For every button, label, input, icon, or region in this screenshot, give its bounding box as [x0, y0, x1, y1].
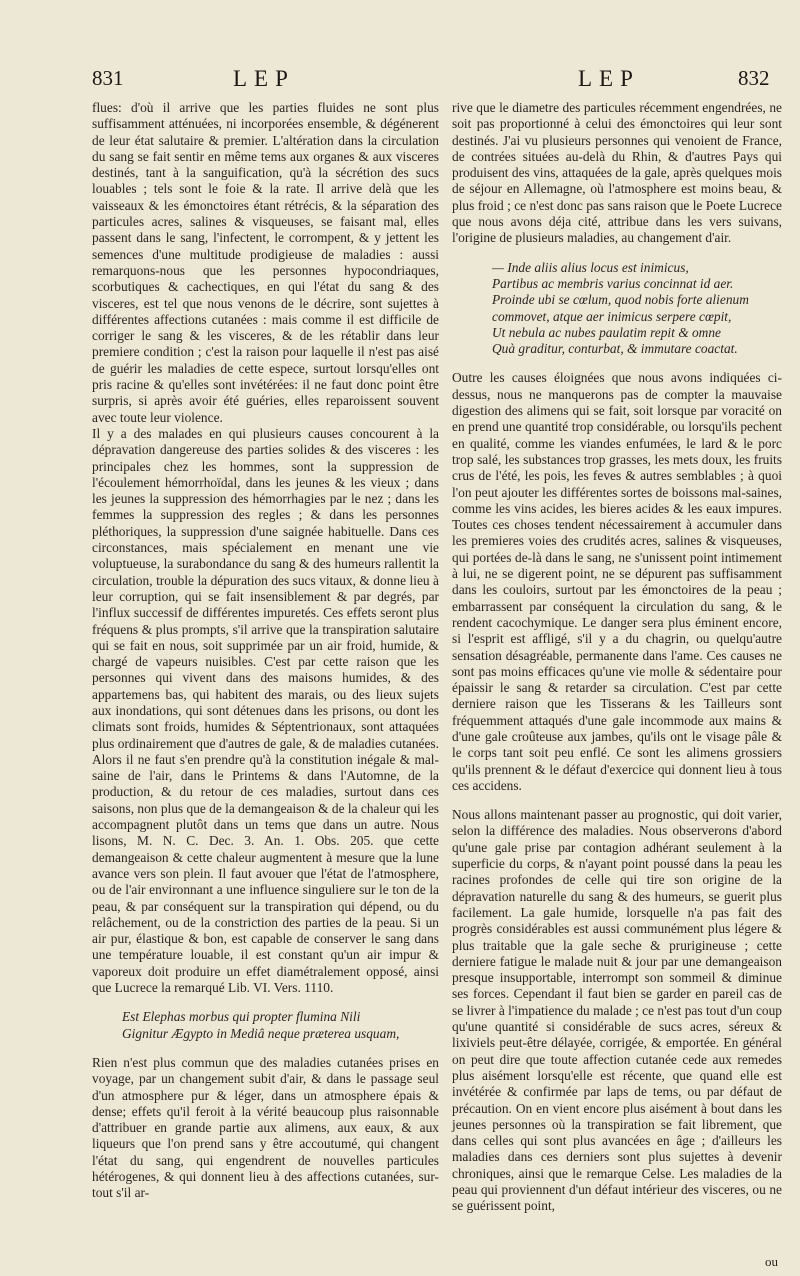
right-verse-line: — Inde aliis alius locus est inimicus, — [492, 259, 689, 275]
page-number-right: 832 — [738, 66, 770, 90]
left-paragraph-2: Il y a des malades en qui plusieurs causes concourent à la dépravation dangereuse des parties solides & des visceres : les principales chez les hommes, sont la suppression de l'écoulement hémorrhoïdal, dans les jeunes & les vieux ; dans les jeunes la suppression des hémorrhagies par le nez ; dans les femmes la suppression des regles ; & dans les personnes pléthoriques, la suppression d'une saignée habituelle. Dans ces circonstances, mais spécialement en menant une vie voluptueuse, la surabondance du sang & des humeurs rallentit la circulation, trouble la dépuration des sucs vitaux, & donne lieu à leur corruption, qui se fait insensiblement & par degrés, par l'influx successif de différentes impuretés. Ces effets seront plus fréquens & plus prompts, s'il arrive que la transpiration salutaire qui se fait en nous, soit supprimée par un air froid, humide, & chargé de vapeurs nuisibles. C'est par cette raison que les personnes qui vivent dans des maisons humides, & des appartemens bas, qui habitent des marais, ou des lieux sujets aux inondations, qui sont détenues dans les prisons, ou dont les climats sont froids, humides & Séptentrionaux, sont attaquées plus ordinairement que d'autres de gale, & de maladies cutanées. Alors il ne faut s'en prendre qu'à la constitution inégale & mal-saine de l'air, dans le Printems & dans l'Automne, de la production, & du retour de ces maladies, surtout dans ces saisons, non plus que de la demangeaison & de la chaleur qui les accompagnent plutôt dans un tems que dans un autre. Nous lisons, M. N. C. Dec. 3. An. 1. Obs. 205. que cette demangeaison & cette chaleur augmentent à mesure que la lune avance vers son plein. Il faut avouer que l'état de l'atmosphere, ou de l'air environnant a une influence singuliere sur le ton de la peau, & par conséquent sur la transpiration qui dépend, ou du relâchement, ou de la constriction des parties de la peau. Si un air pur, élastique & bon, est capable de conserver le sang dans une température louable, il est constant qu'un air impur & vaporeux doit produire un effet diamétralement opposé, ainsi que Lucrece la remarqué Lib. VI. Vers. 1110. — [92, 425, 439, 996]
running-head-left: LEP — [233, 66, 295, 91]
left-column — [92, 100, 439, 1202]
right-verse-quote — [452, 260, 782, 358]
right-column — [452, 100, 782, 1215]
left-paragraph-1: flues: d'où il arrive que les parties fluides ne sont plus suffisamment atténuées, ni incorporées ensemble, & dégénerent de leur état salutaire & premier. L'altération dans la circulation du sang se fait sentir en même tems aux organes & aux visceres destinés, tant à la sanguification, qu'à la sécrétion des sucs louables ; tels sont le foie & la rate. Il arrive delà que les vaisseaux & les émonctoires étant rétrécis, & la séparation des particules acres, salines & visqueuses, se faisant mal, elles passent dans le sang, l'infectent, le corrompent, & y jettent les semences d'une multitude prodigieuse de maladies : aussi remarquons-nous que les personnes hypocondriaques, scorbutiques & cachectiques, en qui l'état du sang & des visceres, est tel que nous venons de le décrire, sont sujettes à différentes affections cutanées : mais comme il est difficile de corriger le sang & les visceres, & de les rétablir dans leur premiere condition ; c'est la raison pour laquelle il n'est pas aisé de guérir les maladies de cette espece, surtout lorsqu'elles ont pris racine & qu'elles sont invétérées: il ne faut donc point être surpris, si après avoir été guéries, elles reparoissent souvent avec toute leur violence. — [92, 100, 439, 425]
left-verse-line-1: Est Elephas morbus qui propter flumina Nili — [122, 1009, 361, 1025]
catchword: ou — [765, 1254, 778, 1269]
right-verse-line: Quà graditur, conturbat, & immutare coactat. — [492, 341, 738, 357]
right-verse-line: Partibus ac membris varius concinnat id aer. — [492, 275, 734, 291]
right-verse-line: commovet, atque aer inimicus serpere cœpit, — [492, 308, 732, 324]
left-paragraph-3: Rien n'est plus commun que des maladies cutanées prises en voyage, par un changement subit d'air, & dans le passage seul d'un atmosphere pur & léger, dans un atmosphere épais & dense; effets qu'il feroit à la vérité beaucoup plus raisonnable d'attribuer en grande partie aux alimens, aux eaux, & aux liqueurs que l'on prend sans y être accoutumé, qui changent l'état du sang, qui engendrent de nouvelles particules hétérogenes, & qui donnent lieu à des affections cutanées, sur-tout s'il ar- — [92, 1054, 439, 1201]
right-verse-line: Ut nebula ac nubes paulatim repit & omne — [492, 324, 721, 340]
right-paragraph-2: Outre les causes éloignées que nous avons indiquées ci-dessus, nous ne manquerons pas de compter la mauvaise digestion des alimens qui se fait, soit lorsque par voracité on en prend une quantité trop considérable, ou lorsqu'ils pechent en qualité, comme les viandes enfumées, le lard & le porc trop salé, les substances trop grasses, les mets doux, les fruits crus de l'été, les pois, les feves & autres semblables ; à quoi l'on peut ajouter les différentes sortes de boissons mal-saines, comme les vins acides, les bieres acides & les eaux impures. Toutes ces choses tendent nécessairement à accumuler dans les premieres voies des crudités acres, salines & visqueuses, qui portées de-là dans le sang, ne s'unissent point intimement à lui, ne se digerent point, ne se dépurent pas suffisamment dans les couloirs, surtout par les émonctoires de la peau ; embarrassent par conséquent la circulation du sang, & le rendent cacochymique. Le danger sera plus éminent encore, si l'esprit est affligé, s'il y a du chagrin, ou quelqu'autre sensation désagréable, permanente dans l'ame. Ces causes ne sont pas moins efficaces qu'une vie molle & sédentaire pour épaissir le sang & retarder sa circulation. C'est par cette derniere raison que les Tisserans & les Tailleurs sont fréquemment attaqués d'une gale incommode aux mains & d'une gale croûteuse aux jambes, qu'ils ont le visage pâle & le corps tant soit peu enflé. Ce sont les alimens grossiers qu'ils prennent & le défaut d'exercice qui donnent lieu à tous ces accidens. — [452, 370, 782, 793]
left-verse-quote — [92, 1009, 439, 1042]
right-verse-line: Proinde ubi se cœlum, quod nobis forte alienum — [492, 292, 749, 308]
page-number-left: 831 — [92, 66, 124, 90]
right-paragraph-1: rive que le diametre des particules récemment engendrées, ne soit pas proportionné à celui des émonctoires qui leur sont destinés. J'ai vu plusieurs personnes qui venoient de France, de contrées situées au-delà du Rhin, & d'autres Pays qui produisent des vins, attaquées de la gale, après quelques mois de séjour en Allemagne, où l'atmosphere est moins beau, & plus froid ; ce n'est donc pas sans raison que le Poete Lucrece que nous avons déja cité, attribue dans les vers suivans, l'origine de plusieurs maladies, au changement d'air. — [452, 100, 782, 246]
left-verse-line-2: Gignitur Ægypto in Mediâ neque præterea usquam, — [122, 1025, 400, 1041]
right-paragraph-3: Nous allons maintenant passer au prognostic, qui doit varier, selon la différence des maladies. Nous observerons d'abord qu'une gale prise par contagion adhérant seulement à la superficie du corps, & n'ayant point poussé dans la peau les racines profondes de celle qui tire son origine de la dépravation naturelle du sang & des humeurs, se guerit plus facilement. La gale humide, lorsquelle n'a pas fait des progrès considérables est aussi communément plus légere & plus traitable que la gale seche & prurigineuse ; cette derniere fatigue le malade nuit & jour par une demangeaison presque insupportable, interrompt son sommeil & diminue ses forces. Cependant il faut bien se garder en pareil cas de se livrer à l'impatience du malade ; ce n'est pas tout d'un coup qu'une quantité si considérable de sucs acres, séreux & lixiviels peut-être délayée, corrigée, & emportée. En général on peut dire que toute affection cutanée cede aux remedes plus aisément lorsqu'elle est récente, que quand elle est invétérée & confirmée par laps de tems, ou par défaut de précaution. On en vient encore plus aisément à bout dans les jeunes personnes où la transpiration se fait librement, que dans celles qui sont plus avancées en âge ; d'ailleurs les maladies dans ces derniers sont plus sujettes à devenir chroniques, ainsi que le remarque Celse. Les maladies de la peau qui proviennent d'un défaut intérieur des visceres, ou ne se guérissent point, — [452, 807, 782, 1214]
running-head-right: LEP — [578, 66, 640, 91]
